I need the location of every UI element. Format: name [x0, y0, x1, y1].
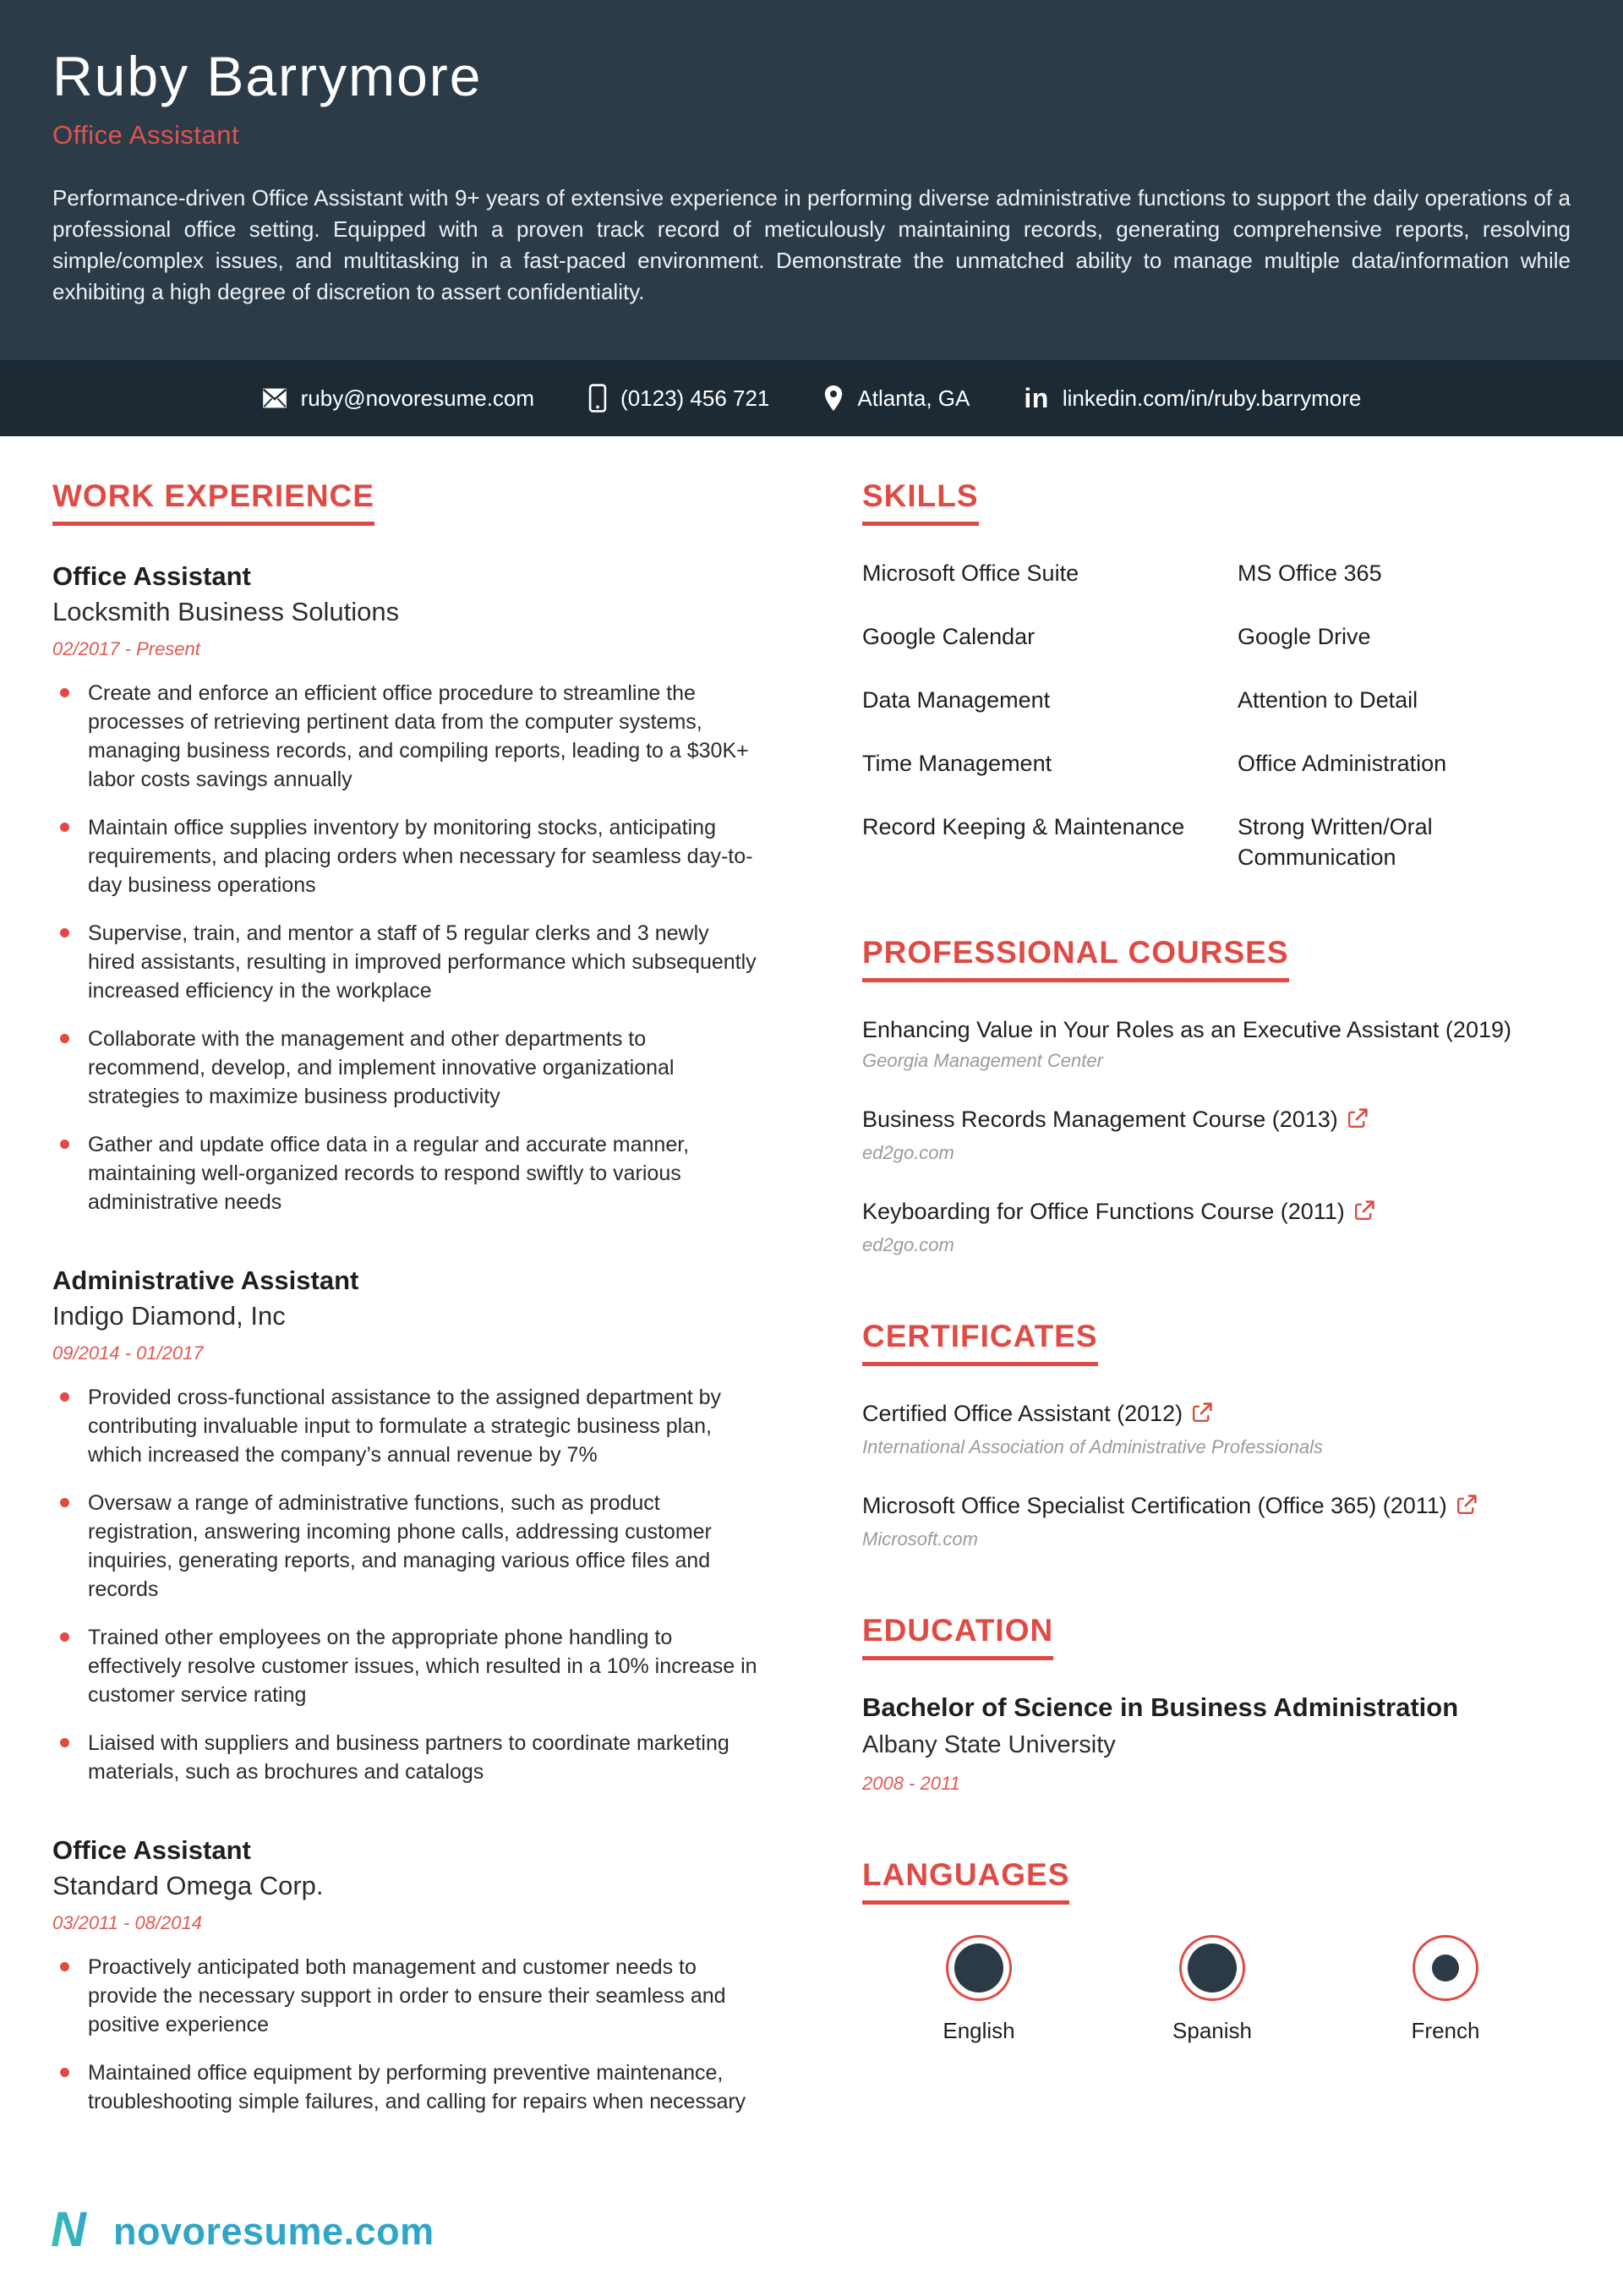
linkedin-icon: in — [1024, 382, 1049, 413]
education-heading: EDUCATION — [862, 1613, 1053, 1660]
contact-phone-text: (0123) 456 721 — [620, 385, 770, 411]
novoresume-brand-text: novoresume.com — [113, 2209, 434, 2253]
job-bullet: Gather and update office data in a regular and accurate manner, maintaining well-organized records to respond swiftly to various administrative needs — [52, 1130, 761, 1216]
language-level-indicator-basic — [1413, 1935, 1478, 2001]
job-bullet: Proactively anticipated both management and customer needs to provide the necessary support in order to ensure their seamless and positive experience — [52, 1953, 761, 2039]
course-title-text: Keyboarding for Office Functions Course (2011) — [862, 1199, 1345, 1224]
certificate-entry — [862, 1490, 1571, 1550]
school: Albany State University — [862, 1731, 1116, 1758]
courses-heading: PROFESSIONAL COURSES — [862, 935, 1289, 982]
job-bullet: Liaised with suppliers and business partners to coordinate marketing materials, such as brochures and catalogs — [52, 1729, 761, 1786]
skill-item: Time Management — [862, 751, 1052, 776]
skills-section — [862, 478, 1571, 872]
languages-section — [862, 1857, 1571, 2044]
job-bullet: Collaborate with the management and other departments to recommend, develop, and implement innovative organizational strategies to maximize business productivity — [52, 1025, 761, 1111]
skill-item: MS Office 365 — [1238, 560, 1382, 586]
job-bullet-list — [52, 679, 761, 1216]
course-title — [862, 1104, 1571, 1138]
degree: Bachelor of Science in Business Administration — [862, 1692, 1459, 1722]
languages-row — [862, 1935, 1571, 2044]
job-bullet: Create and enforce an efficient office procedure to streamline the processes of retrieving pertinent data from the computer systems, managing business records, and compiling reports, leading to a $30K+ labor costs savings annually — [52, 679, 761, 794]
job-bullet: Maintained office equipment by performing preventive maintenance, troubleshooting simple failures, and calling for repairs when necessary — [52, 2058, 761, 2116]
contact-location[interactable] — [823, 385, 970, 412]
skill-item: Microsoft Office Suite — [862, 560, 1079, 586]
job-bullet: Trained other employees on the appropriate phone handling to effectively resolve customer issues, which resulted in a 10% increase in customer service rating — [52, 1623, 761, 1709]
certificate-title-text: Certified Office Assistant (2012) — [862, 1401, 1183, 1426]
job-company: Indigo Diamond, Inc — [52, 1301, 286, 1331]
email-icon — [262, 388, 287, 408]
course-title-text: Business Records Management Course (2013) — [862, 1107, 1338, 1132]
job-entry — [52, 561, 761, 1216]
languages-heading: LANGUAGES — [862, 1857, 1069, 1905]
novoresume-logo-icon — [51, 2202, 103, 2260]
language-item — [1096, 1935, 1329, 2044]
job-title: Office Assistant — [52, 1835, 251, 1865]
left-column — [52, 478, 761, 2135]
location-pin-icon — [823, 385, 844, 412]
skill-item: Record Keeping & Maintenance — [862, 814, 1185, 839]
external-link-icon[interactable] — [1353, 1201, 1376, 1227]
skill-item: Office Administration — [1238, 751, 1447, 776]
job-dates: 03/2011 - 08/2014 — [52, 1912, 202, 1933]
right-column — [862, 478, 1571, 2135]
course-entry — [862, 1104, 1571, 1164]
svg-text:N: N — [51, 2202, 86, 2256]
job-bullet: Maintain office supplies inventory by monitoring stocks, anticipating requirements, and placing orders when necessary for seamless day-to-day business operations — [52, 813, 761, 899]
phone-icon — [588, 384, 607, 413]
skills-grid — [862, 558, 1571, 872]
job-bullet-list — [52, 1953, 761, 2116]
external-link-icon[interactable] — [1191, 1403, 1214, 1429]
job-entry — [52, 1835, 761, 2116]
language-level-indicator-full — [946, 1935, 1012, 2001]
course-title: Enhancing Value in Your Roles as an Executive Assistant (2019) — [862, 1017, 1511, 1042]
skill-item: Data Management — [862, 687, 1051, 713]
work-experience-heading: WORK EXPERIENCE — [52, 478, 374, 526]
certificate-entry — [862, 1398, 1571, 1458]
job-title: Administrative Assistant — [52, 1266, 359, 1295]
novoresume-logo[interactable] — [51, 2202, 434, 2260]
job-bullet: Provided cross-functional assistance to the assigned department by contributing invaluable input to formulate a strategic business plan, which increased the company’s annual revenue by 7% — [52, 1383, 761, 1469]
course-provider: ed2go.com — [862, 1142, 954, 1163]
person-job-title: Office Assistant — [52, 120, 240, 150]
contact-email-text: ruby@novoresume.com — [300, 385, 535, 411]
external-link-icon[interactable] — [1347, 1109, 1369, 1134]
job-title: Office Assistant — [52, 561, 251, 591]
main-content — [0, 436, 1623, 2135]
language-item — [862, 1935, 1096, 2044]
skill-item: Attention to Detail — [1238, 687, 1418, 713]
contact-location-text: Atlanta, GA — [857, 385, 970, 411]
certificate-title — [862, 1398, 1571, 1432]
course-entry — [862, 1014, 1571, 1072]
job-company: Locksmith Business Solutions — [52, 597, 400, 626]
job-company: Standard Omega Corp. — [52, 1871, 324, 1900]
language-name: English — [943, 2018, 1015, 2043]
profile-summary: Performance-driven Office Assistant with 9+ years of extensive experience in performing diverse administrative functions to support the daily operations of a professional office setting. Equipped with a proven track record of meticulously maintaining records, generating comprehensive reports, resolving simple/complex issues, and multitasking in a fast-paced environment. Demonstrate the unmatched ability to manage multiple data/information while exhibiting a high degree of discretion to assert confidentiality. — [52, 185, 1571, 304]
course-provider: ed2go.com — [862, 1234, 954, 1255]
certificates-heading: CERTIFICATES — [862, 1319, 1098, 1366]
language-level-indicator-full — [1179, 1935, 1245, 2001]
education-section — [862, 1613, 1571, 1795]
job-entry — [52, 1266, 761, 1786]
education-dates: 2008 - 2011 — [862, 1773, 960, 1794]
certificate-title-text: Microsoft Office Specialist Certification (Office 365) (2011) — [862, 1493, 1447, 1518]
course-title — [862, 1196, 1571, 1230]
course-entry — [862, 1196, 1571, 1256]
skill-item: Strong Written/Oral Communication — [1238, 814, 1433, 870]
skills-heading: SKILLS — [862, 478, 979, 526]
language-name: Spanish — [1172, 2018, 1252, 2043]
certificate-provider: International Association of Administrative Professionals — [862, 1436, 1323, 1457]
job-dates: 02/2017 - Present — [52, 638, 200, 659]
job-bullet: Supervise, train, and mentor a staff of 5 regular clerks and 3 newly hired assistants, resulting in improved performance which subsequently increased efficiency in the workplace — [52, 919, 761, 1005]
person-name: Ruby Barrymore — [52, 45, 483, 107]
certificates-section — [862, 1319, 1571, 1550]
skill-item: Google Drive — [1238, 624, 1371, 649]
job-bullet: Oversaw a range of administrative functions, such as product registration, answering incoming phone calls, addressing customer inquiries, generating reports, and managing various office files and records — [52, 1489, 761, 1604]
skill-item: Google Calendar — [862, 624, 1036, 649]
contact-phone[interactable] — [588, 384, 769, 413]
language-item — [1329, 1935, 1562, 2044]
certificate-provider: Microsoft.com — [862, 1528, 978, 1550]
contact-email[interactable] — [262, 385, 534, 412]
header — [0, 0, 1623, 360]
contact-bar — [0, 360, 1623, 436]
language-name: French — [1411, 2018, 1480, 2043]
contact-linkedin[interactable] — [1024, 383, 1361, 414]
courses-section — [862, 935, 1571, 1256]
job-dates: 09/2014 - 01/2017 — [52, 1342, 204, 1364]
job-bullet-list — [52, 1383, 761, 1786]
course-provider: Georgia Management Center — [862, 1050, 1103, 1071]
certificate-title — [862, 1490, 1571, 1524]
external-link-icon[interactable] — [1456, 1495, 1478, 1521]
contact-linkedin-text: linkedin.com/in/ruby.barrymore — [1062, 385, 1362, 411]
